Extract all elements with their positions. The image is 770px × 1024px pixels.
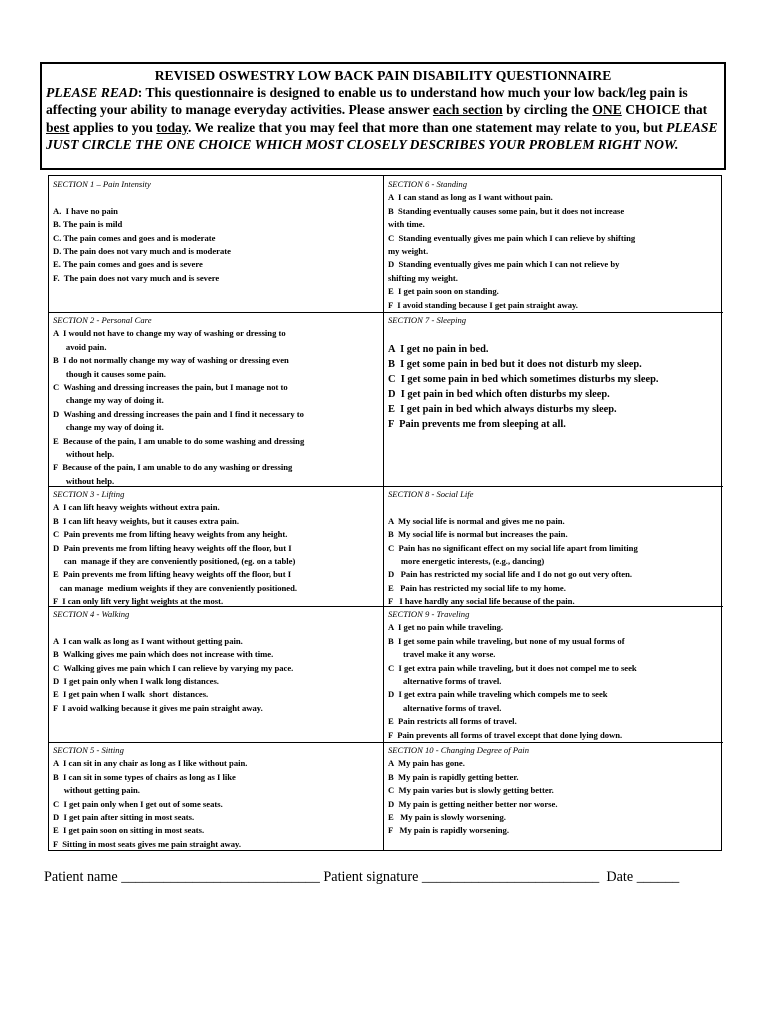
answer-option[interactable]: A My social life is normal and gives me no pain. [388, 515, 565, 526]
answer-option[interactable]: F My pain is rapidly worsening. [388, 825, 509, 836]
answer-option[interactable]: D Pain has restricted my social life and I do not go out very often. [388, 569, 633, 580]
date-field[interactable]: ______ [636, 869, 680, 885]
answer-option[interactable]: E My pain is slowly worsening. [388, 812, 506, 823]
answer-option[interactable]: with time. [388, 219, 425, 230]
answer-option[interactable]: C Pain has no significant effect on my social life apart from limiting [388, 542, 638, 553]
section-3-lifting [49, 486, 383, 606]
answer-option[interactable]: F I have hardly any social life because of the pain. [388, 596, 575, 606]
answer-option[interactable]: E. The pain comes and goes and is severe [53, 259, 203, 270]
spacer [53, 621, 379, 634]
date-label: Date [606, 869, 634, 885]
section-heading: SECTION 2 - Personal Care [53, 315, 152, 325]
section-7-sleeping [384, 312, 723, 486]
answer-option[interactable]: E I get pain soon on sitting in most seats. [53, 825, 205, 836]
answer-option[interactable]: A I get no pain while traveling. [388, 622, 504, 633]
spacer [388, 327, 719, 342]
section-8-social-life [384, 486, 723, 606]
section-5-sitting [49, 742, 383, 852]
answer-option[interactable]: D Standing eventually gives me pain which I can not relieve by [388, 259, 620, 270]
answer-option[interactable]: D Washing and dressing increases the pain and I find it necessary to [53, 408, 304, 419]
answer-option[interactable]: E I get pain in bed which always disturbs my sleep. [388, 404, 617, 416]
answer-option[interactable]: A I can walk as long as I want without getting pain. [53, 635, 243, 646]
section-heading: SECTION 8 - Social Life [388, 489, 474, 499]
answer-option[interactable]: C I get some pain in bed which sometimes disturbs my sleep. [388, 374, 659, 386]
answer-option[interactable]: alternative forms of travel. [388, 702, 502, 713]
instructions-lead: PLEASE READ [46, 85, 138, 101]
answer-option[interactable]: B My pain is rapidly getting better. [388, 771, 519, 782]
answer-option[interactable]: shifting my weight. [388, 272, 458, 283]
answer-option[interactable]: avoid pain. [53, 341, 107, 352]
answer-option[interactable]: A. I have no pain [53, 205, 118, 216]
answer-option[interactable]: change my way of doing it. [53, 395, 164, 406]
answer-option[interactable]: C I get pain only when I get out of some seats. [53, 798, 223, 809]
answer-option[interactable]: my weight. [388, 246, 429, 257]
answer-option[interactable]: C Walking gives me pain which I can relieve by varying my pace. [53, 662, 294, 673]
section-heading: SECTION 5 - Sitting [53, 745, 124, 755]
answer-option[interactable]: D Pain prevents me from lifting heavy weights off the floor, but I [53, 542, 292, 553]
answer-option[interactable]: E Because of the pain, I am unable to do some washing and dressing [53, 435, 305, 446]
answer-option[interactable]: F I avoid standing because I get pain straight away. [388, 299, 578, 310]
answer-option[interactable]: though it causes some pain. [53, 368, 166, 379]
answer-option[interactable]: C. The pain comes and goes and is moderate [53, 232, 216, 243]
answer-option[interactable]: B Walking gives me pain which does not increase with time. [53, 649, 274, 660]
questionnaire-header [40, 62, 726, 170]
answer-option[interactable]: more energetic interests, (e.g., dancing) [388, 556, 545, 567]
answer-option[interactable]: A I get no pain in bed. [388, 344, 489, 356]
answer-option[interactable]: F Pain prevents me from sleeping at all. [388, 419, 566, 431]
answer-option[interactable]: without help. [53, 475, 115, 486]
section-2-personal-care [49, 312, 383, 486]
spacer [53, 191, 379, 204]
instructions: PLEASE READ: This questionnaire is designed to enable us to understand how much your low back/leg pain is affecting your ability to manage everyday activities. Please answer each section by circling the ONE CHOICE that best applies to you today. We realize that you may feel that more than one statement may relate to you, but PLEASE JUST CIRCLE THE ONE CHOICE WHICH MOST CLOSELY DESCRIBES YOUR PROBLEM RIGHT NOW. [46, 85, 718, 152]
answer-option[interactable]: A I can sit in any chair as long as I like without pain. [53, 758, 248, 769]
answer-option[interactable]: F. The pain does not vary much and is severe [53, 272, 220, 283]
answer-option[interactable]: C Standing eventually gives me pain which I can relieve by shifting [388, 232, 636, 243]
answer-option[interactable]: E Pain prevents me from lifting heavy weights off the floor, but I [53, 569, 292, 580]
section-9-traveling [384, 606, 723, 742]
patient-signature-label: Patient signature [323, 869, 419, 885]
answer-option[interactable]: B I get some pain in bed but it does not disturb my sleep. [388, 359, 642, 371]
answer-option[interactable]: E Pain restricts all forms of travel. [388, 716, 517, 727]
patient-name-label: Patient name [44, 869, 118, 885]
section-10-changing-degree-of-pain [384, 742, 723, 852]
spacer [388, 501, 719, 514]
section-1-pain-intensity [49, 176, 383, 312]
answer-option[interactable]: B I get some pain while traveling, but none of my usual forms of [388, 635, 625, 646]
answer-option[interactable]: C My pain varies but is slowly getting better. [388, 785, 554, 796]
answer-option[interactable]: B I can sit in some types of chairs as long as I like [53, 771, 236, 782]
answer-option[interactable]: B Standing eventually causes some pain, but it does not increase [388, 205, 625, 216]
answer-option[interactable]: D I get extra pain while traveling which compels me to seek [388, 689, 608, 700]
section-heading: SECTION 1 – Pain Intensity [53, 179, 151, 189]
answer-option[interactable]: without getting pain. [53, 785, 140, 796]
answer-option[interactable]: B I can lift heavy weights, but it causes extra pain. [53, 515, 239, 526]
section-heading: SECTION 9 - Traveling [388, 609, 470, 619]
page-title: REVISED OSWESTRY LOW BACK PAIN DISABILITY QUESTIONNAIRE [154, 68, 612, 83]
answer-option[interactable]: A I can stand as long as I want without pain. [388, 192, 553, 203]
answer-option[interactable]: B I do not normally change my way of washing or dressing even [53, 355, 289, 366]
answer-option[interactable]: alternative forms of travel. [388, 676, 502, 687]
answer-option[interactable]: F I can only lift very light weights at the most. [53, 596, 224, 606]
answer-option[interactable]: F Because of the pain, I am unable to do any washing or dressing [53, 462, 293, 473]
instructions-emphasis: PLEASE JUST CIRCLE THE ONE CHOICE WHICH MOST CLOSELY DESCRIBES YOUR PROBLEM RIGHT NOW. [46, 119, 718, 152]
answer-option[interactable]: B. The pain is mild [53, 219, 123, 230]
answer-option[interactable]: A My pain has gone. [388, 758, 465, 769]
signature-line [44, 869, 679, 886]
answer-option[interactable]: A I would not have to change my way of washing or dressing to [53, 328, 286, 339]
answer-option[interactable]: without help. [53, 449, 115, 460]
answer-option[interactable]: E I get pain soon on standing. [388, 286, 499, 297]
answer-option[interactable]: can manage medium weights if they are conveniently positioned. [53, 582, 298, 593]
patient-name-field[interactable]: ____________________________ [121, 869, 320, 885]
section-heading: SECTION 10 - Changing Degree of Pain [388, 745, 529, 755]
sections-grid [48, 175, 722, 851]
answer-option[interactable]: F Pain prevents all forms of travel except that done lying down. [388, 729, 623, 740]
answer-option[interactable]: travel make it any worse. [388, 649, 496, 660]
answer-option[interactable]: E Pain has restricted my social life to my home. [388, 582, 566, 593]
answer-option[interactable]: F I avoid walking because it gives me pain straight away. [53, 702, 263, 713]
answer-option[interactable]: C Washing and dressing increases the pain, but I manage not to [53, 382, 288, 393]
section-4-walking [49, 606, 383, 742]
section-heading: SECTION 3 - Lifting [53, 489, 125, 499]
answer-option[interactable]: E I get pain when I walk short distances. [53, 689, 209, 700]
answer-option[interactable]: C I get extra pain while traveling, but it does not compel me to seek [388, 662, 637, 673]
answer-option[interactable]: D I get pain only when I walk long distances. [53, 676, 219, 687]
answer-option[interactable]: D My pain is getting neither better nor worse. [388, 798, 558, 809]
patient-signature-field[interactable]: _________________________ [421, 869, 600, 885]
answer-option[interactable]: B My social life is normal but increases the pain. [388, 529, 568, 540]
answer-option[interactable]: D I get pain after sitting in most seats. [53, 812, 195, 823]
answer-option[interactable]: D I get pain in bed which often disturbs my sleep. [388, 389, 610, 401]
answer-option[interactable]: D. The pain does not vary much and is moderate [53, 246, 231, 257]
answer-option[interactable]: change my way of doing it. [53, 422, 164, 433]
answer-option[interactable]: A I can lift heavy weights without extra pain. [53, 502, 220, 513]
answer-option[interactable]: C Pain prevents me from lifting heavy weights from any height. [53, 529, 288, 540]
answer-option[interactable]: can manage if they are conveniently positioned, (eg. on a table) [53, 556, 296, 567]
section-heading: SECTION 4 - Walking [53, 609, 130, 619]
answer-option[interactable]: F Sitting in most seats gives me pain straight away. [53, 838, 242, 849]
section-heading: SECTION 7 - Sleeping [388, 315, 467, 325]
section-6-standing [384, 176, 723, 312]
section-heading: SECTION 6 - Standing [388, 179, 468, 189]
